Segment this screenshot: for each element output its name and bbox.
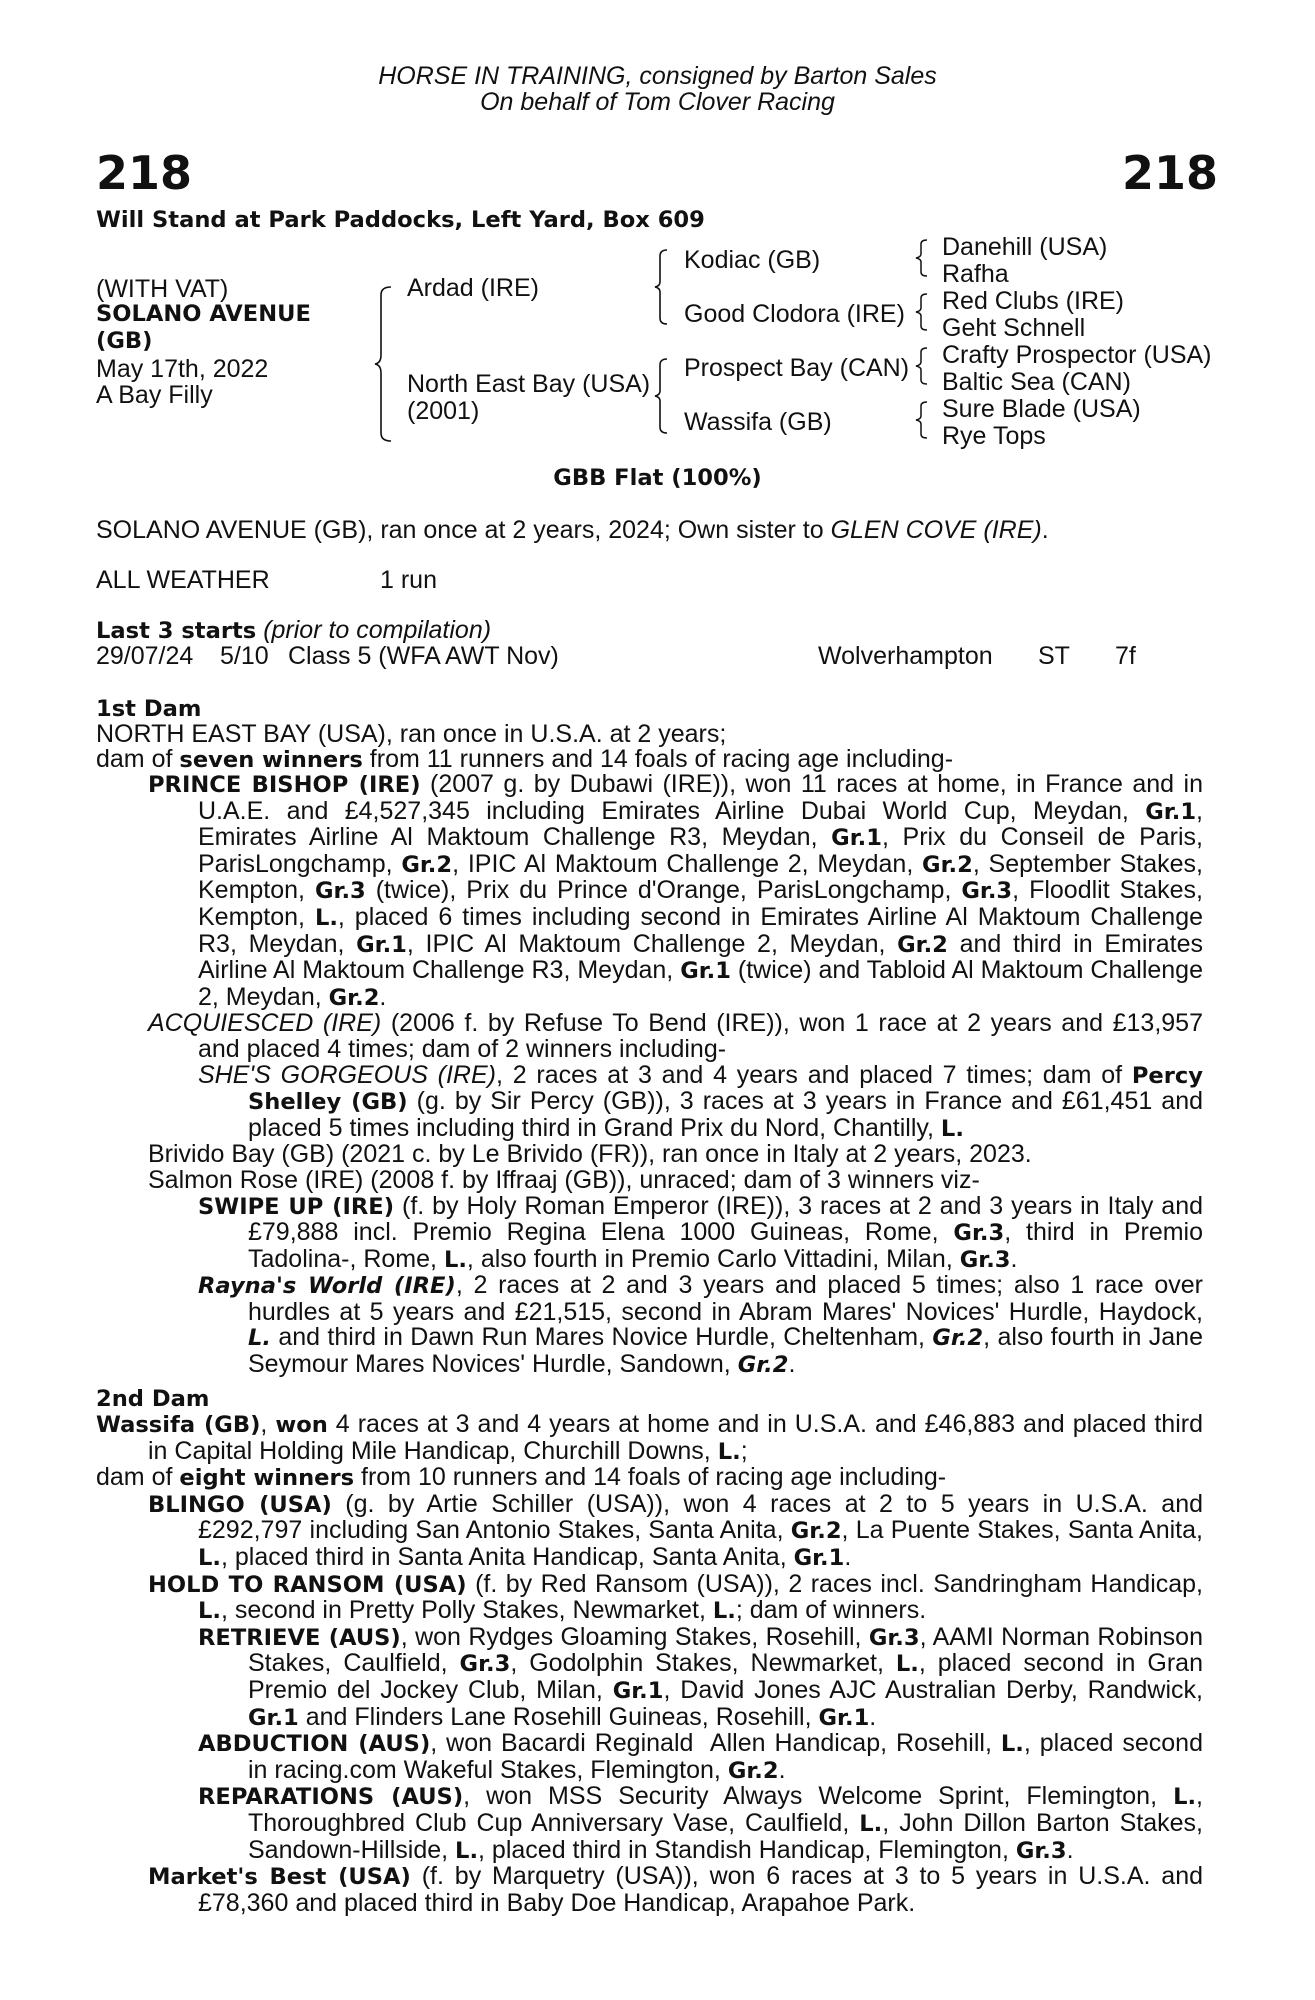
consignor-line: HORSE IN TRAINING, consigned by Barton Sales [378, 62, 937, 90]
all-weather-label: ALL WEATHER [96, 566, 270, 594]
last-start-race: Class 5 (WFA AWT Nov) [288, 642, 559, 670]
second-dam-intro: Wassifa (GB), won 4 races at 3 and 4 years at home and in U.S.A. and £46,883 and placed third in Capital Holding Mile Handicap, Churchill Downs, L.; [96, 1410, 1203, 1465]
last-start-date: 29/07/24 [96, 642, 194, 670]
sibling-name: GLEN COVE (IRE) [830, 516, 1042, 544]
horse-name: SOLANO AVENUE [96, 301, 311, 327]
entry-prince-bishop: PRINCE BISHOP (IRE) (2007 g. by Dubawi (IRE)), won 11 races at home, in France and in U.A.E. and £4,527,345 including Emirates Airline Dubai World Cup, Meydan, Gr.1, Emirates Airline Al Maktoum Challenge R3, Meydan, Gr.1, Prix du Conseil de Paris, ParisLongchamp, Gr.2, IPIC Al Maktoum Challenge 2, Meydan, Gr.2, September Stakes, Kempton, Gr.3 (twice), Prix du Prince d'Orange, ParisLongchamp, Gr.3, Floodlit Stakes, Kempton, L., placed 6 times including second in Emirates Airline Al Maktoum Challenge R3, Meydan, Gr.1, IPIC Al Maktoum Challenge 2, Meydan, Gr.2 and third in Emirates Airline Al Maktoum Challenge R3, Meydan, Gr.1 (twice) and Tabloid Al Maktoum Challenge 2, Meydan, Gr.2. [148, 770, 1204, 1011]
pedigree-dam-year: (2001) [407, 397, 480, 425]
first-dam-line2-post: from 11 runners and 14 foals of racing age including- [362, 745, 954, 773]
last-starts-note: (prior to compilation) [263, 616, 492, 644]
entry-salmon-rose: Salmon Rose (IRE) (2008 f. by Iffraaj (GB)), unraced; dam of 3 winners viz- [148, 1165, 980, 1194]
pedigree-dam-dam: Wassifa (GB) [684, 408, 832, 436]
last-start-going: ST [1038, 642, 1070, 670]
race-summary-end: . [1041, 516, 1049, 544]
race-summary [96, 518, 1049, 544]
second-dam-winners: eight winners [179, 1465, 355, 1492]
last-starts-heading [96, 618, 491, 645]
entry-raynas-world: Rayna's World (IRE), 2 races at 2 and 3 years and placed 5 times; also 1 race over hurdles at 5 years and £21,515, second in Abram Mares' Novices' Hurdle, Haydock, L. and third in Dawn Run Mares Novice Hurdle, Cheltenham, Gr.2, also fourth in Jane Seymour Mares Novices' Hurdle, Sandown, Gr.2. [198, 1271, 1203, 1379]
entry-shes-gorgeous: SHE'S GORGEOUS (IRE), 2 races at 3 and 4 years and placed 7 times; dam of Percy Shelley (GB) (g. by Sir Percy (GB)), 3 races at 3 years in France and £61,451 and placed 5 times including third in Grand Prix du Nord, Chantilly, L. [198, 1060, 1203, 1142]
pedigree-brace-sire [655, 248, 671, 326]
entry-reparations: REPARATIONS (AUS), won MSS Security Always Welcome Sprint, Flemington, L., Thoroughbred Club Cup Anniversary Vase, Caulfield, L., John Dillon Barton Stakes, Sandown-Hillside, L., placed third in Standish Handicap, Flemington, Gr.3. [198, 1782, 1203, 1864]
first-dam-winners: seven winners [179, 747, 363, 773]
last-start-position: 5/10 [220, 642, 269, 670]
vat-label: (WITH VAT) [96, 275, 229, 303]
second-dam-heading: 2nd Dam [96, 1386, 210, 1412]
entry-hold-to-ransom: HOLD TO RANSOM (USA) (f. by Red Ransom (USA)), 2 races incl. Sandringham Handicap, L., second in Pretty Polly Stakes, Newmarket, L.; dam of winners. [148, 1569, 1204, 1625]
pedigree-g3-5: Crafty Prospector (USA) [942, 341, 1212, 369]
second-dam-line2-pre: dam of [96, 1463, 180, 1492]
lot-number-left: 218 [96, 146, 193, 200]
stand-location: Will Stand at Park Paddocks, Left Yard, Box 609 [96, 207, 705, 233]
pedigree-sire-sire: Kodiac (GB) [684, 246, 821, 274]
last-start-course: Wolverhampton [818, 642, 993, 670]
entry-brivido-bay: Brivido Bay (GB) (2021 c. by Le Brivido (FR)), ran once in Italy at 2 years, 2023. [148, 1140, 1032, 1169]
entry-abduction: ABDUCTION (AUS), won Bacardi Reginald Allen Handicap, Rosehill, L., placed second in racing.com Wakeful Stakes, Flemington, Gr.2. [198, 1729, 1203, 1784]
pedigree-g3-6: Baltic Sea (CAN) [942, 368, 1131, 396]
pedigree-g3-4: Geht Schnell [942, 314, 1086, 342]
pedigree-g3-8: Rye Tops [942, 422, 1046, 450]
horse-description: A Bay Filly [96, 381, 213, 409]
second-dam-line2-post: from 10 runners and 14 foals of racing age including- [354, 1463, 947, 1492]
first-dam-line2-pre: dam of [96, 745, 180, 773]
pedigree-dam-sire: Prospect Bay (CAN) [684, 354, 910, 382]
entry-swipe-up: SWIPE UP (IRE) (f. by Holy Roman Emperor (IRE)), 3 races at 2 and 3 years in Italy and £79,888 incl. Premio Regina Elena 1000 Guineas, Rome, Gr.3, third in Premio Tadolina-, Rome, L., also fourth in Premio Carlo Vittadini, Milan, Gr.3. [198, 1191, 1204, 1273]
pedigree-sire-dam: Good Clodora (IRE) [684, 300, 905, 328]
pedigree-brace-g3-1 [916, 238, 930, 278]
first-dam-line1: NORTH EAST BAY (USA), ran once in U.S.A. at 2 years; [96, 720, 727, 748]
all-weather-runs: 1 run [380, 566, 437, 594]
entry-retrieve: RETRIEVE (AUS), won Rydges Gloaming Stakes, Rosehill, Gr.3, AAMI Norman Robinson Stakes, Caulfield, Gr.3, Godolphin Stakes, Newmarket, L., placed second in Gran Premio del Jockey Club, Milan, Gr.1, David Jones AJC Australian Derby, Randwick, Gr.1 and Flinders Lane Rosehill Guineas, Rosehill, Gr.1. [198, 1622, 1203, 1731]
pedigree-brace-g3-3 [916, 346, 930, 386]
second-dam-body [96, 1412, 1203, 1916]
first-dam-entries [148, 772, 1203, 1379]
first-dam-heading: 1st Dam [96, 696, 202, 722]
consignor-behalf-line: On behalf of Tom Clover Racing [480, 88, 835, 116]
entry-acquiesced: ACQUIESCED (IRE) (2006 f. by Refuse To Bend (IRE)), won 1 race at 2 years and £13,957 and placed 4 times; dam of 2 winners including- [148, 1009, 1203, 1063]
pedigree-g3-3: Red Clubs (IRE) [942, 287, 1124, 315]
pedigree-g3-2: Rafha [942, 260, 1009, 288]
horse-country: (GB) [96, 328, 153, 354]
foaling-date: May 17th, 2022 [96, 355, 269, 383]
pedigree-sire: Ardad (IRE) [407, 274, 539, 302]
second-dam-line2 [96, 1465, 1203, 1492]
entry-markets-best: Market's Best (USA) (f. by Marquetry (USA)), won 6 races at 3 to 5 years in U.S.A. and £78,360 and placed third in Baby Doe Handicap, Arapahoe Park. [148, 1862, 1204, 1917]
lot-number-right: 218 [1122, 146, 1219, 200]
last-start-distance: 7f [1115, 642, 1136, 670]
pedigree-brace-dam [655, 357, 671, 435]
gbb-rating: GBB Flat (100%) [553, 465, 762, 491]
pedigree-g3-7: Sure Blade (USA) [942, 395, 1141, 423]
pedigree-g3-1: Danehill (USA) [942, 233, 1108, 261]
entry-blingo: BLINGO (USA) (g. by Artie Schiller (USA)), won 4 races at 2 to 5 years in U.S.A. and £292,797 including San Antonio Stakes, Santa Anita, Gr.2, La Puente Stakes, Santa Anita, L., placed third in Santa Anita Handicap, Santa Anita, Gr.1. [148, 1489, 1203, 1571]
pedigree-brace-g3-2 [916, 292, 930, 332]
pedigree-brace-main [375, 285, 395, 443]
pedigree-brace-g3-4 [916, 400, 930, 440]
race-summary-text: SOLANO AVENUE (GB), ran once at 2 years, 2024; Own sister to [96, 516, 831, 544]
last-starts-title: Last 3 starts [96, 618, 257, 644]
pedigree-dam: North East Bay (USA) [407, 370, 651, 398]
